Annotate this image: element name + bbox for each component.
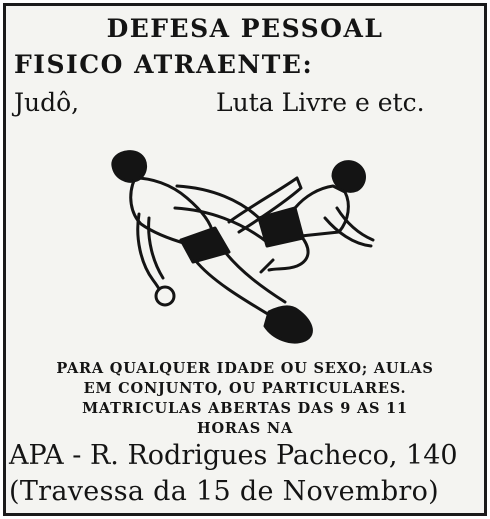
info-line-4: HORAS NA bbox=[196, 420, 294, 437]
activity-wrestling: Luta Livre e etc. bbox=[216, 88, 425, 117]
subheadline: FISICO ATRAENTE: bbox=[14, 50, 314, 79]
info-line-3: MATRICULAS ABERTAS DAS 9 AS 11 bbox=[82, 400, 408, 417]
info-line-1: PARA QUALQUER IDADE OU SEXO; AULAS bbox=[56, 360, 434, 377]
left-wrestler-fist bbox=[156, 287, 174, 305]
address-line: APA - R. Rodrigues Pacheco, 140 bbox=[9, 440, 458, 471]
info-line-2: EM CONJUNTO, OU PARTICULARES. bbox=[83, 380, 407, 397]
left-wrestler-boot bbox=[265, 307, 311, 342]
advertisement bbox=[3, 3, 487, 516]
activity-judo: Judô, bbox=[14, 88, 80, 117]
left-wrestler-trunks bbox=[181, 228, 229, 262]
cross-street-line: (Travessa da 15 de Novembro) bbox=[9, 476, 440, 507]
wrestlers-illustration bbox=[101, 148, 386, 353]
headline: DEFESA PESSOAL bbox=[106, 14, 384, 43]
left-wrestler-leg bbox=[195, 260, 281, 316]
